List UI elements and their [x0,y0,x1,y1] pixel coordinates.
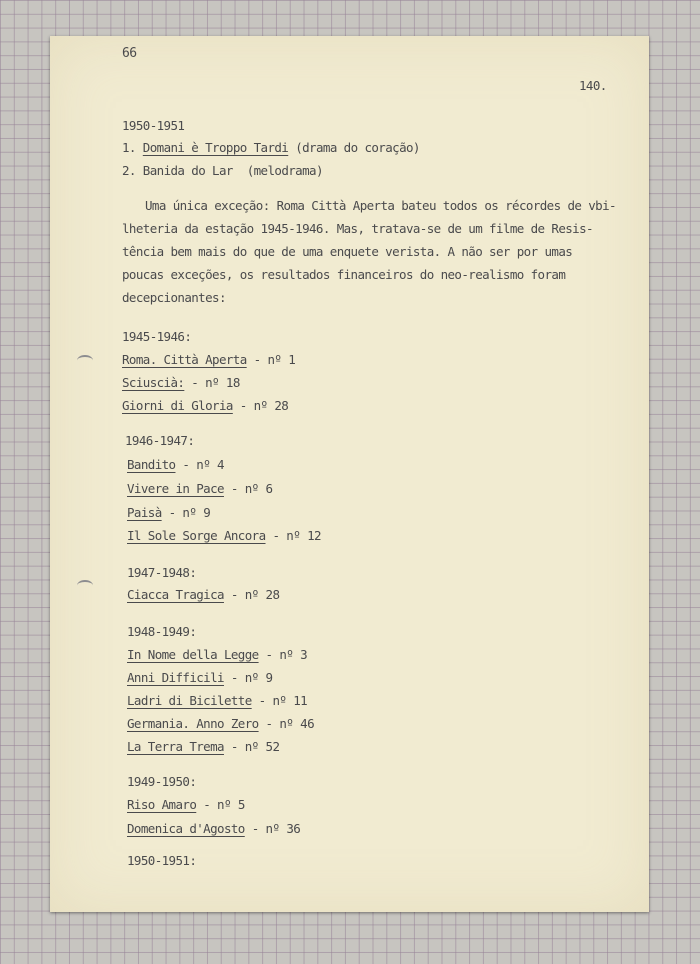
film-rank: - nº 9 [168,505,211,520]
film-title: Domenica d'Agosto [127,821,245,836]
film-title: Vivere in Pace [127,481,224,496]
list-item [127,821,300,837]
paragraph-line-2: lheteria da estação 1945-1946. Mas, tratava-se de um filme de Resis- [122,221,593,236]
film-rank: - nº 18 [191,375,240,390]
section-season: 1946-1947: [125,433,195,448]
film-title: Giorni di Gloria [122,398,233,413]
film-rank: - nº 5 [203,797,245,812]
film-rank: - nº 3 [265,647,308,662]
punch-hole-mark [77,355,93,366]
genre-note: (melodrama) [246,163,323,178]
film-rank: - nº 36 [251,821,301,836]
film-title: Banida do Lar [142,163,233,178]
item-number: 2. [122,163,136,178]
punch-hole-mark [77,580,93,591]
section-season: 1945-1946: [122,329,192,344]
list-item [122,398,288,414]
list-item [127,693,307,709]
film-title: Ciacca Tragica [127,587,224,602]
film-rank: - nº 46 [265,716,315,731]
list-item [127,716,314,732]
section-season: 1948-1949: [127,624,197,639]
film-title: Riso Amaro [127,797,197,812]
genre-note: (drama do coração) [295,140,420,155]
list-item [122,375,240,391]
film-rank: - nº 9 [230,670,273,685]
film-rank: - nº 28 [230,587,280,602]
header-season: 1950-1951 [122,118,185,133]
film-title: Paisà [127,505,162,520]
list-item [127,505,210,521]
list-item [127,670,272,686]
film-title: La Terra Trema [127,739,224,754]
film-title: Germania. Anno Zero [127,716,259,731]
list-item [127,797,245,813]
paragraph-line-5: decepcionantes: [122,290,226,305]
header-item-2 [122,163,323,179]
film-title: Anni Difficili [127,670,224,685]
film-rank: - nº 6 [230,481,273,496]
section-season: 1949-1950: [127,774,197,789]
film-title: Domani è Troppo Tardi [142,140,289,155]
section-season: 1950-1951: [127,853,197,868]
paragraph-line-4: poucas exceções, os resultados financeiros do neo-realismo foram [122,267,566,282]
page-number: 140. [579,78,607,93]
header-item-1 [122,140,420,156]
paragraph-line-3: tência bem mais do que de uma enquete verista. A não ser por umas [122,244,573,259]
film-rank: - nº 28 [239,398,289,413]
list-item [127,457,224,473]
list-item [127,528,321,544]
film-rank: - nº 4 [182,457,224,472]
film-rank: - nº 11 [258,693,308,708]
film-title: Il Sole Sorge Ancora [127,528,266,543]
item-number: 1. [122,140,136,155]
list-item [122,352,295,368]
film-title: Bandito [127,457,176,472]
film-rank: - nº 12 [265,528,321,543]
film-title: In Nome della Legge [127,647,259,662]
typewritten-page [50,36,649,912]
film-title: Roma. Città Aperta [122,352,247,367]
list-item [127,739,279,755]
film-title: Sciuscià: [122,375,185,390]
handwritten-page-number: 66 [122,46,137,61]
paragraph-line-1: Uma única exceção: Roma Città Aperta bateu todos os récordes de vbi- [145,198,616,213]
film-rank: - nº 1 [253,352,296,367]
film-title: Ladri di Bicilette [127,693,252,708]
film-rank: - nº 52 [230,739,280,754]
list-item [127,647,307,663]
list-item [127,481,272,497]
list-item [127,587,279,603]
section-season: 1947-1948: [127,565,197,580]
